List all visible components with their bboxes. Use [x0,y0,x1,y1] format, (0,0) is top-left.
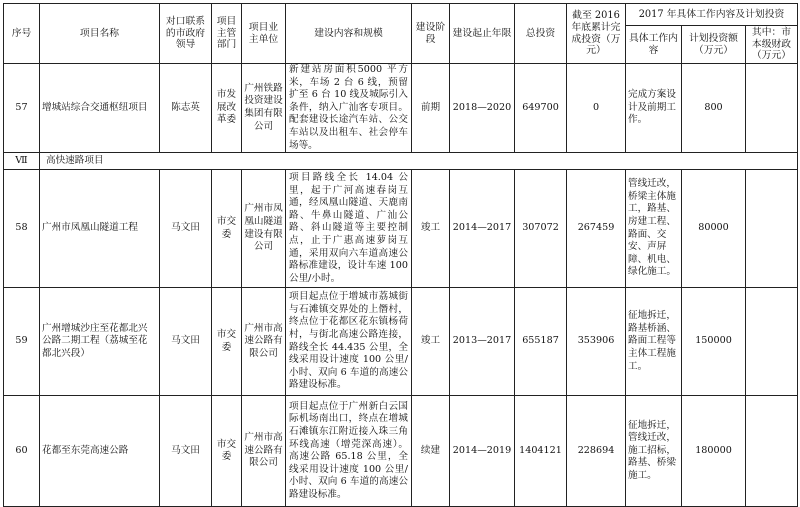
header-owner: 项目业主单位 [242,4,286,64]
cell-total: 655187 [515,288,567,396]
cell-leader: 马文田 [160,288,212,396]
cell-period: 2013—2017 [450,288,515,396]
header-period: 建设起止年限 [450,4,515,64]
cell-owner: 广州市凤凰山隧道建设有限公司 [242,170,286,288]
table-row [4,64,798,153]
cell-stage: 续建 [412,396,450,507]
cell-name: 增城站综合交通枢纽项目 [40,64,160,153]
cell-work: 完成方案设计及前期工作。 [626,64,682,153]
cell-work: 征地拆迁，管线迁改，施工招标，路基、桥梁施工。 [626,396,682,507]
header-name: 项目名称 [40,4,160,64]
cell-work: 管线迁改，桥梁主体施工，路基、房建工程、路面、交安、声屏障、机电、绿化施工。 [626,170,682,288]
category-number: Ⅶ [4,153,40,170]
cell-stage: 前期 [412,64,450,153]
cell-leader: 马文田 [160,396,212,507]
cell-seq: 60 [4,396,40,507]
cell-owner: 广州铁路投资建设集团有限公司 [242,64,286,153]
cell-seq: 58 [4,170,40,288]
cell-leader: 马文田 [160,170,212,288]
table-row [4,170,798,288]
table-row [4,396,798,507]
cell-plan: 800 [682,64,746,153]
cell-dept: 市交委 [212,170,242,288]
cell-done: 228694 [567,396,626,507]
cell-content: 项目起点位于增城市荔城街与石滩镇交界处的上僭村，终点位于花都区花东镇杨荷村，与街北高速公路连接，路线全长 44.435 公里，全线采用设计速度 100 公里/小时、双向 6 车道的高速公路建设标准。 [286,288,412,396]
cell-stage: 竣工 [412,170,450,288]
cell-work: 征地拆迁，路基桥涵、路面工程等主体工程施工。 [626,288,682,396]
cell-plan: 150000 [682,288,746,396]
header-content: 建设内容和规模 [286,4,412,64]
cell-dept: 市交委 [212,288,242,396]
cell-content: 项目路线全长 14.04 公里，起于广河高速春岗互通，经凤凰山隧道、天鹿南路、牛鼻山隧道、广汕公路、斜山隧道等主要控制点，止于广惠高速萝岗互通，采用双向六车道高速公路标准建设，设计车速 100 公里/小时。 [286,170,412,288]
cell-stage: 竣工 [412,288,450,396]
cell-period: 2014—2019 [450,396,515,507]
cell-period: 2014—2017 [450,170,515,288]
cell-name: 花都至东莞高速公路 [40,396,160,507]
table-row [4,288,798,396]
cell-period: 2018—2020 [450,64,515,153]
cell-owner: 广州市高速公路有限公司 [242,396,286,507]
header-row-1 [4,4,798,26]
cell-done: 267459 [567,170,626,288]
cell-total: 649700 [515,64,567,153]
header-leader: 对口联系的市政府领导 [160,4,212,64]
cell-dept: 市发展改革委 [212,64,242,153]
cell-owner: 广州市高速公路有限公司 [242,288,286,396]
cell-plan: 180000 [682,396,746,507]
header-plan: 计划投资额（万元） [682,26,746,64]
cell-seq: 59 [4,288,40,396]
header-city: 其中：市本级财政（万元） [746,26,798,64]
category-label: 高快速路项目 [40,153,798,170]
cell-plan: 80000 [682,170,746,288]
header-work: 具体工作内容 [626,26,682,64]
project-table [3,3,798,507]
category-row [4,153,798,170]
header-done: 截至 2016 年底累计完成投资（万元） [567,4,626,64]
header-total: 总投资 [515,4,567,64]
cell-dept: 市交委 [212,396,242,507]
header-seq: 序号 [4,4,40,64]
cell-total: 1404121 [515,396,567,507]
header-stage: 建设阶段 [412,4,450,64]
cell-done: 0 [567,64,626,153]
cell-city [746,396,798,507]
cell-name: 广州增城沙庄至花都北兴公路二期工程（荔城至花都北兴段） [40,288,160,396]
header-plan-group: 2017 年具体工作内容及计划投资 [626,4,798,26]
cell-name: 广州市凤凰山隧道工程 [40,170,160,288]
cell-city [746,170,798,288]
cell-content: 新建站房面积5000 平方米，车场 2 台 6 线，预留扩至 6 台 10 线及城际引入条件，纳入广汕客专项目。配套建设长途汽车站、公交车站以及出租车、社会停车场等。 [286,64,412,153]
cell-total: 307072 [515,170,567,288]
cell-leader: 陈志英 [160,64,212,153]
cell-done: 353906 [567,288,626,396]
header-dept: 项目主管部门 [212,4,242,64]
cell-city [746,288,798,396]
cell-content: 项目起点位于广州新白云国际机场南出口，终点在增城石滩镇东江附近接入珠三角环线高速（增莞深高速）。高速公路 65.18 公里，全线采用设计速度 100 公里/小时、双向 6 车道的高速公路建设标准。 [286,396,412,507]
cell-seq: 57 [4,64,40,153]
cell-city [746,64,798,153]
